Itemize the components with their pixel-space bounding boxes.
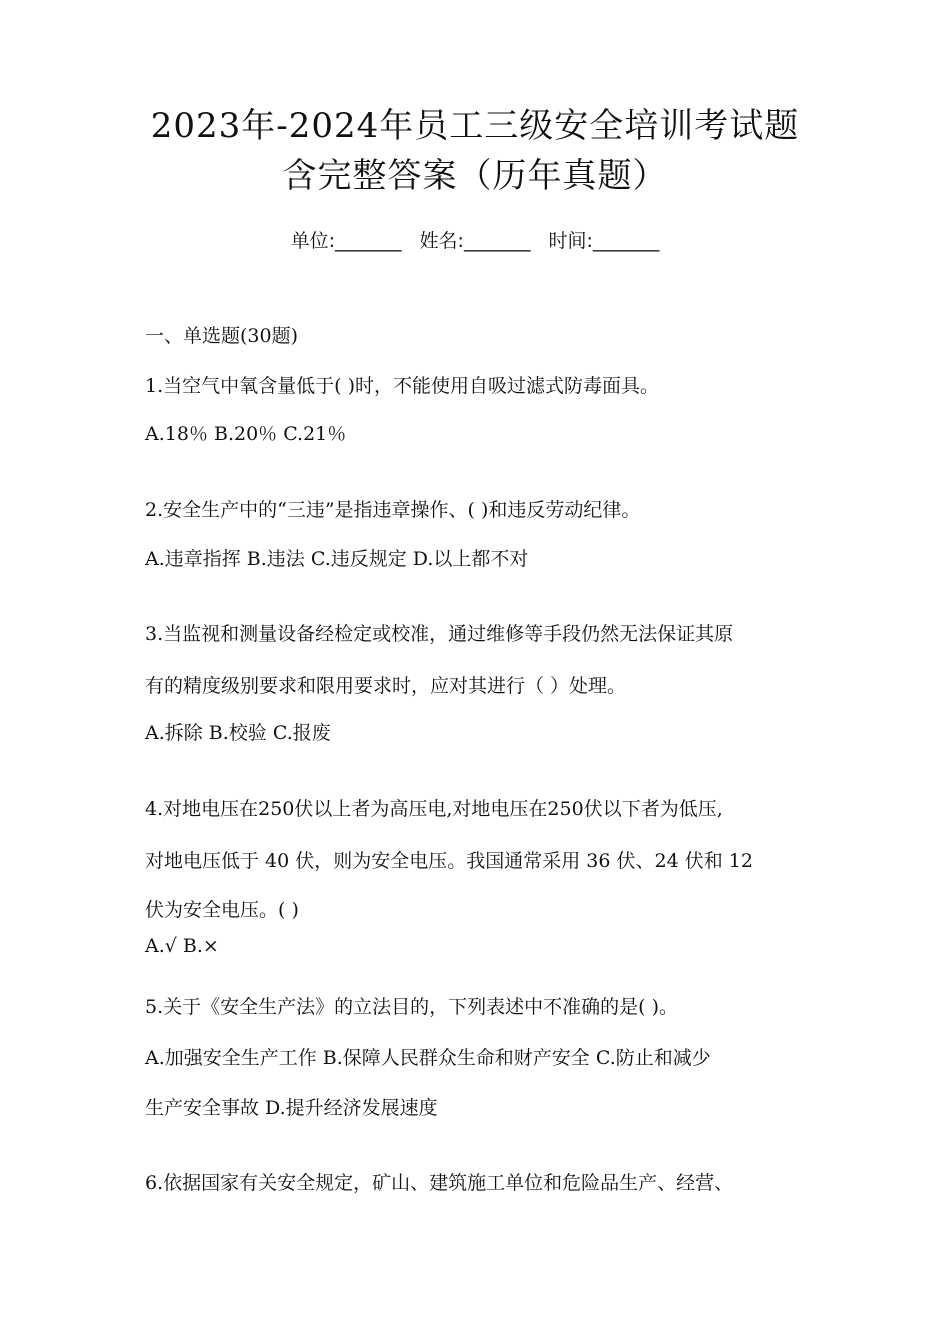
section-heading: 一、单选题(30题) [145, 325, 299, 347]
question-5-options-line2: 生产安全事故 D.提升经济发展速度 [145, 1097, 438, 1119]
document-title-line2: 含完整答案（历年真题） [282, 156, 668, 196]
question-3-text-line1: 3.当监视和测量设备经检定或校准，通过维修等手段仍然无法保证其原 [145, 623, 734, 645]
info-fields [0, 226, 950, 253]
question-4-options: A.√ B.× [145, 935, 219, 957]
question-4-text-line3: 伏为安全电压。( ) [145, 899, 299, 921]
unit-field: 单位:_______ [290, 230, 402, 252]
question-4-text-line2: 对地电压低于 40 伏，则为安全电压。我国通常采用 36 伏、24 伏和 12 [145, 850, 753, 872]
question-6-text: 6.依据国家有关安全规定，矿山、建筑施工单位和危险品生产、经营、 [145, 1172, 734, 1194]
question-1-options: A.18％ B.20％ C.21％ [145, 423, 347, 445]
time-field: 时间:_______ [548, 230, 660, 252]
question-4-text-line1: 4.对地电压在250伏以上者为高压电,对地电压在250伏以下者为低压, [145, 798, 723, 820]
question-3-options: A.拆除 B.校验 C.报废 [145, 722, 331, 744]
document-title-line1: 2023年-2024年员工三级安全培训考试题 [150, 106, 800, 146]
question-2-options: A.违章指挥 B.违法 C.违反规定 D.以上都不对 [145, 548, 529, 570]
question-5-text: 5.关于《安全生产法》的立法目的，下列表述中不准确的是( )。 [145, 996, 678, 1018]
question-1-text: 1.当空气中氧含量低于( )时，不能使用自吸过滤式防毒面具。 [145, 375, 659, 397]
question-2-text: 2.安全生产中的“三违”是指违章操作、( )和违反劳动纪律。 [145, 499, 641, 521]
question-3-text-line2: 有的精度级别要求和限用要求时，应对其进行（ ）处理。 [145, 675, 627, 697]
name-field: 姓名:_______ [419, 230, 531, 252]
question-5-options-line1: A.加强安全生产工作 B.保障人民群众生命和财产安全 C.防止和减少 [145, 1047, 711, 1069]
